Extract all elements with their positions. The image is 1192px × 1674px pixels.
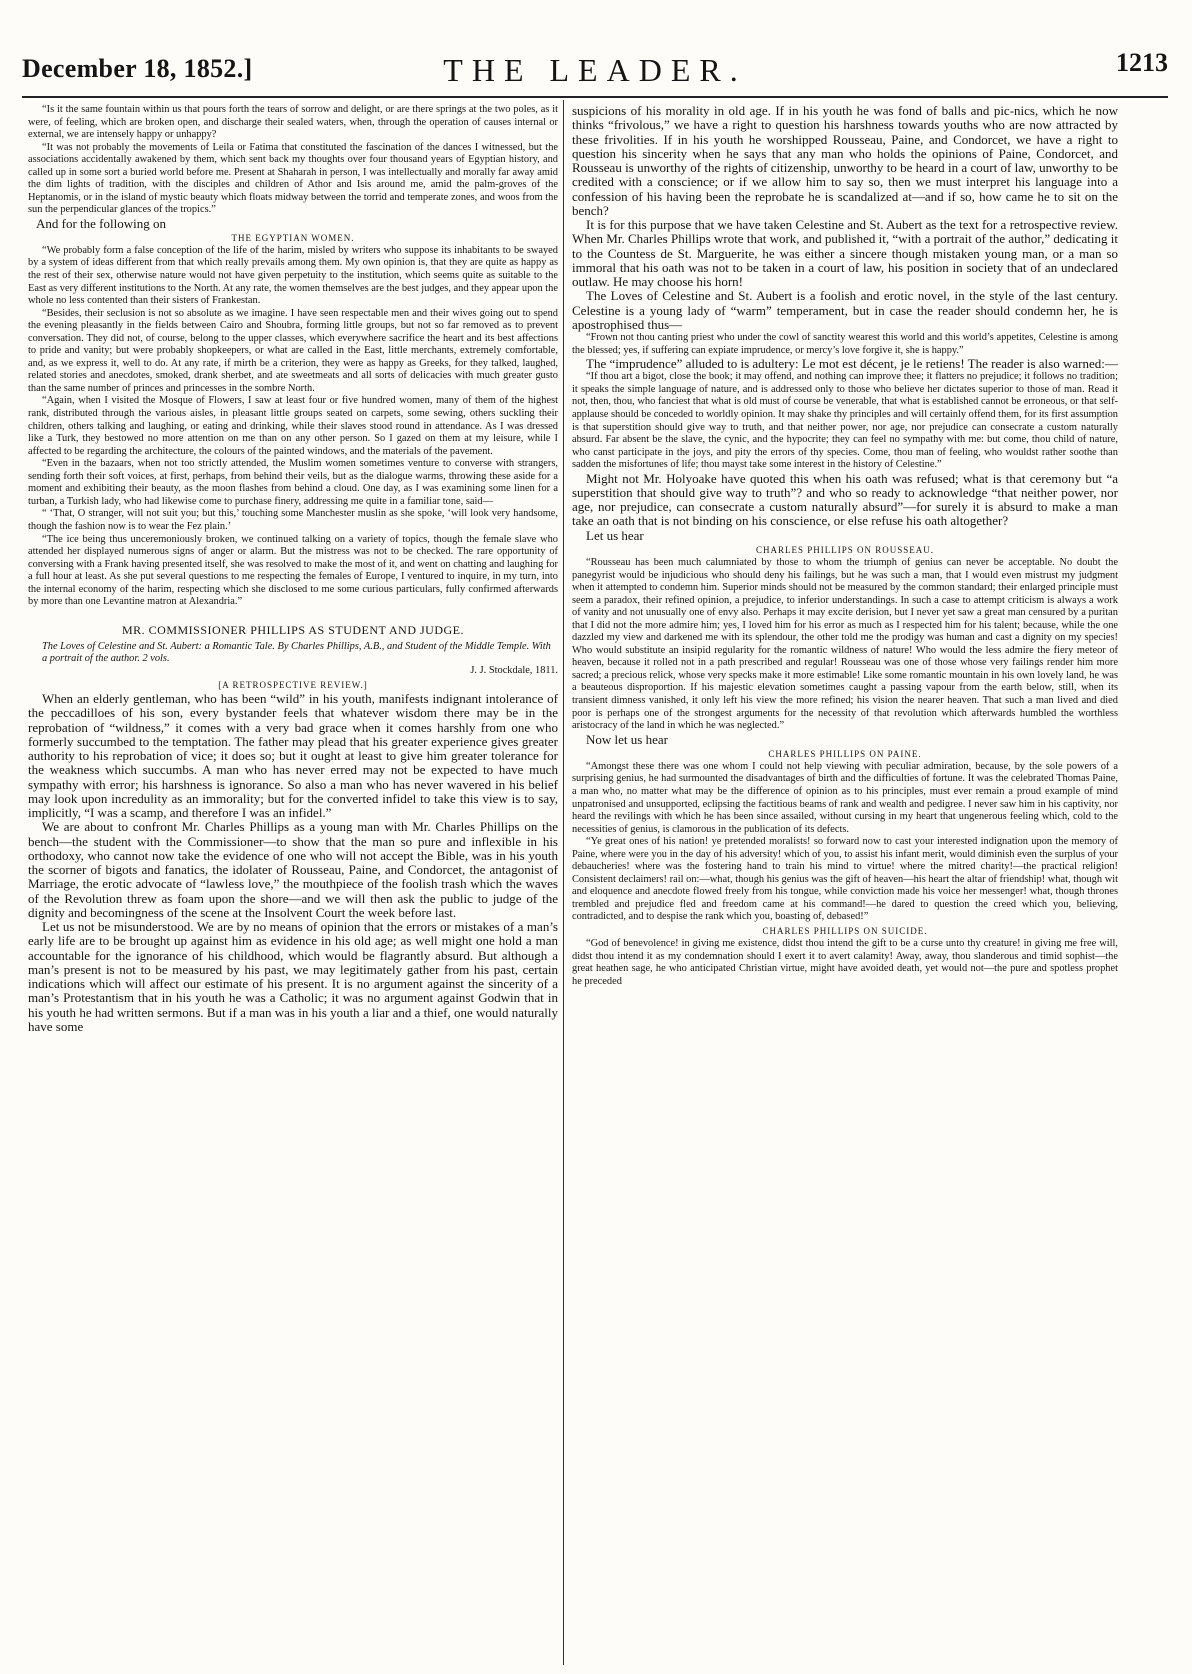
quote-paragraph: “We probably form a false conception of the life of the harim, misled by writers who suppose its inhabitants to be swayed by a system of ideas different from that which really prevails among them. My own opinion is, that they are quite as happy as the rest of their sex, otherwise nature would not have given perpetuity to the institution, which seems quite as suitable to the East as very different institutions to the North. At any rate, the women themselves are the best judges, and they appear upon the whole no less contented than their sisters of Frankestan. — [28, 244, 558, 307]
left-column — [28, 104, 558, 1664]
body-paragraph: It is for this purpose that we have taken Celestine and St. Aubert as the text for a retrospective review. When Mr. Charles Phillips wrote that work, and published it, “with a portrait of the author,” dedicating it to the Countess de St. Marguerite, he was either a sincere though mistaken young man, or a man so immoral that his oath was not to be taken in a court of law, his position in society that of an undeclared outlaw. He may choose his horn! — [572, 217, 1118, 289]
body-paragraph: Might not Mr. Holyoake have quoted this when his oath was refused; what is that ceremony but “a superstition that should give way to truth”? and who so ready to acknowledge “that neither power, nor age, nor prejudice, can consecrate a custom naturally absurd”—for surely it is absurd to make a man take an oath that is not binding on his conscience, or else refuse his oath altogether? — [572, 470, 1118, 529]
retrospective-label: [A RETROSPECTIVE REVIEW.] — [218, 680, 368, 691]
body-paragraph: And for the following on — [36, 215, 166, 231]
subheading-paine: CHARLES PHILLIPS ON PAINE. — [768, 748, 922, 759]
quote-paragraph: “Again, when I visited the Mosque of Flowers, I saw at least four or five hundred women, many of them of the highest rank, distributed through the various aisles, in pleasant little groups seated on carpets, some sewing, others suckling their children, others talking and laughing, or eating and drinking, while their slaves stood round in attendance. As I was dressed like a Turk, they bestowed no more attention on me than on any other person. So I gazed on them at my leisure, while I affected to be regarding the architecture, the colours of the painted windows, and the materials of the pavement. — [28, 395, 558, 457]
body-paragraph: The “imprudence” alluded to is adultery: Le mot est décent, je le retiens! The reader is also warned:— — [586, 356, 1118, 372]
quote-paragraph: “If thou art a bigot, close the book; it may offend, and nothing can improve thee; it flatters no prejudice; it follows no tradition; it speaks the simple language of nature, and is addressed only to those who believe her dictates superior to those of man. Read it not, then, thou, who fanciest that what is old must of course be venerable, that what is established cannot be erroneous, or that self-applause should be conceded to worldly opinion. It may shake thy principles and will certainly offend them, for its first assumption is that superstition should give way to truth, and that neither power, nor age, nor prejudice can consecrate a custom naturally absurd. Far absent be the slave, the cynic, and the hypocrite; they can feel no sympathy with me: but come, thou child of nature, who canst participate in the joys, and pity the errors of thy species. Come, thou man of feeling, who wouldst rather soothe than sadden the misfortunes of life; thou mayst take some interest in the history of Celestine.” — [572, 371, 1118, 471]
quote-paragraph: “God of benevolence! in giving me existence, didst thou intend the gift to be a curse unto thy creature! in giving me free will, didst thou intend it as my condemnation should I exert it to avert calamity! Away, away, thou slanderous and timid sophist—the great heathen sage, he who anticipated Christian virtue, might have avoided death, yet would not—the pure and spotless prophet he preceded — [572, 937, 1118, 987]
page-number: 1213 — [1116, 48, 1168, 77]
header-rule — [22, 96, 1168, 98]
quote-paragraph: “Amongst these there was one whom I could not help viewing with peculiar admiration, because, by the sole powers of a surprising genius, he had surmounted the disadvantages of birth and the difficulties of fortune. It was the celebrated Thomas Paine, a man who, no matter what may be the difference of opinion as to his principles, must ever remain a proud example of mind unpatronised and unsupported, eclipsing the factitious beams of rank and wealth and pedigree. I never saw him in his captivity, nor heard the revilings with which he has been since assailed, without cursing in my heart that ungenerous feeling which, cold to the necessities of genius, is clamorous in the publication of its defects. — [572, 760, 1118, 835]
body-paragraph: We are about to confront Mr. Charles Phillips as a young man with Mr. Charles Phillips on the bench—the student with the Commissioner—to show that the man so pure and inflexible in his orthodoxy, who cannot now take the evidence of one who will not accept the Bible, was in his youth the scorner of bigots and fanatics, the idolater of Rousseau, Paine, and Condorcet, the antagonist of Marriage, the erotic advocate of “lawless love,” the mouthpiece of the foolish trash which the waves of the Revolution threw as foam upon the shore—and we will then ask the public to judge of the dignity and becomingness of the scene at the Insolvent Court the week before last. — [28, 819, 558, 920]
quote-paragraph: “The ice being thus unceremoniously broken, we continued talking on a variety of topics, though the female slave who attended her displayed numerous signs of anger or alarm. But the mistress was not to be checked. The rare opportunity of conversing with a Frank having presented itself, she was resolved to make the most of it, and went on chatting and laughing for a full hour at least. As she put several questions to me respecting the females of Europe, I ventured to inquire, in my turn, into the internal economy of the harim, respecting which she disclosed to me some curious particulars, fully confirmed afterwards by more than one Levantine matron at Alexandria.” — [28, 533, 558, 608]
body-paragraph: Let us hear — [586, 527, 644, 543]
quote-paragraph: “Is it the same fountain within us that pours forth the tears of sorrow and delight, or are there springs at the two poles, as it were, of feeling, which are broken open, and discharge their sealed waters, when, through the operation of causes internal or external, we are intensely happy or unhappy? — [28, 104, 558, 141]
quote-paragraph: “Even in the bazaars, when not too strictly attended, the Muslim women sometimes venture to converse with strangers, sending forth their soft voices, at first, perhaps, from behind their veils, but as the dialogue warms, throwing these aside for a moment and exhibiting their beauty, as the moon flashes from behind a cloud. One day, as I was examining some linen for a turban, a Turkish lady, who had likewise come to purchase finery, addressing me quite in a familiar tone, said— — [28, 458, 558, 507]
body-paragraph: suspicions of his morality in old age. If in his youth he was fond of balls and pic-nics, which he now thinks “frivolous,” we have a right to question his harshness towards youths who are now attracted by these frivolities. If in his youth he worshipped Rousseau, Paine, and Condorcet, we have a right to question his sincerity when he says that any man who holds the opinions of Paine, Condorcet, and Rousseau is unworthy of the rights of citizenship, unworthy to be heard in a court of law, unworthy to be credited with a conscience; or if we allow him to say so, then we must interpret his language into a confession of his having been the reprobate he is scandalized at—and if so, how came he to sit on the bench? — [572, 104, 1118, 218]
body-paragraph: The Loves of Celestine and St. Aubert is a foolish and erotic novel, in the style of the last century. Celestine is a young lady of “warm” temperament, but in case the reader should condemn her, he is apostrophised thus— — [572, 288, 1118, 332]
quote-paragraph: “Frown not thou canting priest who under the cowl of sanctity wearest this world and this world’s appetites, Celestine is among the blessed; yes, if suffering can expiate imprudence, or mercy’s love forgive it, she is happy.” — [572, 332, 1118, 356]
column-divider — [563, 100, 564, 1665]
quote-paragraph: “Besides, their seclusion is not so absolute as we imagine. I have seen respectable men and their wives going out to spend the evening pleasantly in the fields between Cairo and Shoubra, forming little groups, but not so far removed as to prevent conversation. They did not, of course, belong to the upper classes, which everywhere sacrifice the heart and its best affections to pride and vanity; but were probably shopkeepers, or what are called in the East, little merchants, extremely comfortable, and, as we express it, well to do. At any rate, if mirth be a criterion, they were as happy as Greeks, for they talked, laughed, related stories and anecdotes, smoked, drank sherbet, and ate sweetmeats and all sorts of delicacies with much greater gusto than the same number of princes and princesses in the sombre North. — [28, 307, 558, 394]
subheading-egyptian-women: THE EGYPTIAN WOMEN. — [231, 232, 355, 243]
body-paragraph: When an elderly gentleman, who has been “wild” in his youth, manifests indignant intolerance of the peccadilloes of his son, every bystander feels that whatever wisdom there may be in the reprobation of “wildness,” it comes with a very bad grace when it comes harshly from one who formerly succumbed to the temptation. The father may plead that his greater experience gives greater authority to his reprobation of vice; it does so; but it ought at least to give him greater tolerance for the weakness which succumbs. A man who has never erred may not be expected to have much sympathy with error; his harshness is ignorance. So also a man who has never wavered in his belief may look upon incredulity as an immorality; but for the converted infidel to take this view is to say, implicitly, “I was a scamp, and therefore I was an infidel.” — [28, 691, 558, 821]
article-title: MR. COMMISSIONER PHILLIPS AS STUDENT AND JUDGE. — [122, 622, 464, 637]
page-header — [22, 48, 1168, 94]
body-paragraph: Let us not be misunderstood. We are by no means of opinion that the errors or mistakes of a man’s early life are to be brought up against him as evidence in his old age; as well might one hold a man accountable for the ignorance of his childhood, which would be flagrantly absurd. But although a man’s present is not to be measured by his past, we may legitimately gather from his past, certain indications which will affect our estimate of his present. It is no argument against the sincerity of a man’s Protestantism that in his youth he was a Catholic; it was no argument against Godwin that in his youth he had written sermons. But if a man was in his youth a liar and a thief, one would naturally have some — [28, 919, 558, 1034]
issue-date: December 18, 1852.] — [22, 54, 253, 83]
subheading-rousseau: CHARLES PHILLIPS ON ROUSSEAU. — [755, 544, 935, 555]
book-citation: The Loves of Celestine and St. Aubert: a Romantic Tale. By Charles Phillips, A.B., and Student of the Middle Temple. With a portrait of the author. 2 vols. — [42, 640, 551, 664]
quote-paragraph: “ ‘That, O stranger, will not suit you; but this,’ touching some Manchester muslin as she spoke, ‘will look very handsome, though the fashion now is to wear the Fez plain.’ — [28, 508, 558, 532]
quote-paragraph: “It was not probably the movements of Leila or Fatima that constituted the fascination of the dances I witnessed, but the associations accidentally awakened by them, which sent back my thoughts over four thousand years of Egyptian history, and called up in some sort a buried world before me. Present at Shaharah in person, I was intellectually and morally far away amid the dim lights of tradition, with the disciples and children of Athor and Isis around me, amid the palm-groves of the Heptanomis, or in the island of mystic beauty which floats midway between the torrid and temperate zones, and woos from the sun the perpendicular glances of the tropics.” — [28, 141, 558, 216]
publisher-line: J. J. Stockdale, 1811. — [470, 665, 558, 677]
body-paragraph: Now let us hear — [586, 731, 668, 747]
quote-paragraph: “Rousseau has been much calumniated by those to whom the triumph of genius can never be acceptable. No doubt the panegyrist would be injudicious who should deny his failings, but he was such a man, that I would even mistrust my judgment when it attempted to condemn him. Superior minds should not be measured by the common standard; their enlarged principle must seem a paradox, their refined opinion, a prejudice, to inferior understandings. In such a case to attempt criticism is always a work of vanity and not unusually one of envy also. Perhaps it may excite derision, but I never yet saw a great man censured by a puritan that I did not the more admire him; yes, I loved him for his error as much as I respected him for his talent; because, while the one dazzled my view and darkened me with its splendour, the other told me the prodigy was human and cast a dignity on my species! Who would substitute an insipid regularity for the romantic wildness of nature! Who would the less admire the fiery meteor of heaven, because it rolled not in a path prescribed and regular! Rousseau was one of those whose very failings render him more sacred; a precious relick, whose very specks make it more estimable! Like some romantic mountain in his own lovely land, he was a beauteous disproportion. If his majestic elevation sometimes caught a passing vapour from the earth below, still, when its transient dimness vanished, it only left his view the more refined; his vision the nearer heaven. That such a man lived and died poor is perhaps one of the strongest arguments for the necessity of that revolution which afterwards humbled the worthless aristocracy of the land in which he was neglected.” — [572, 556, 1118, 732]
subheading-suicide: CHARLES PHILLIPS ON SUICIDE. — [762, 925, 928, 936]
quote-paragraph: “Ye great ones of his nation! ye pretended moralists! so forward now to cast your interested indignation upon the memory of Paine, where were you in the day of his adversity! which of you, to assist his infant merit, would diminish even the surplus of your debaucheries! where was the fostering hand to train his mind to virtue! where the mitred charity!—the practical religion! Consistent declaimers! rail on:—what, though his genius was the gift of heaven—his heart the altar of friendship! what, though wit and eloquence and anecdote flowed freely from his tongue, while conviction made his voice her messenger! what, though thrones trembled and prejudice fled and freedom came at his command!—he dared to question the creed which you, believing, contradicted, and to despise the rank which you, boasting of, debased!” — [572, 836, 1118, 923]
right-column — [572, 104, 1118, 1664]
masthead-title: THE LEADER. — [443, 52, 747, 88]
